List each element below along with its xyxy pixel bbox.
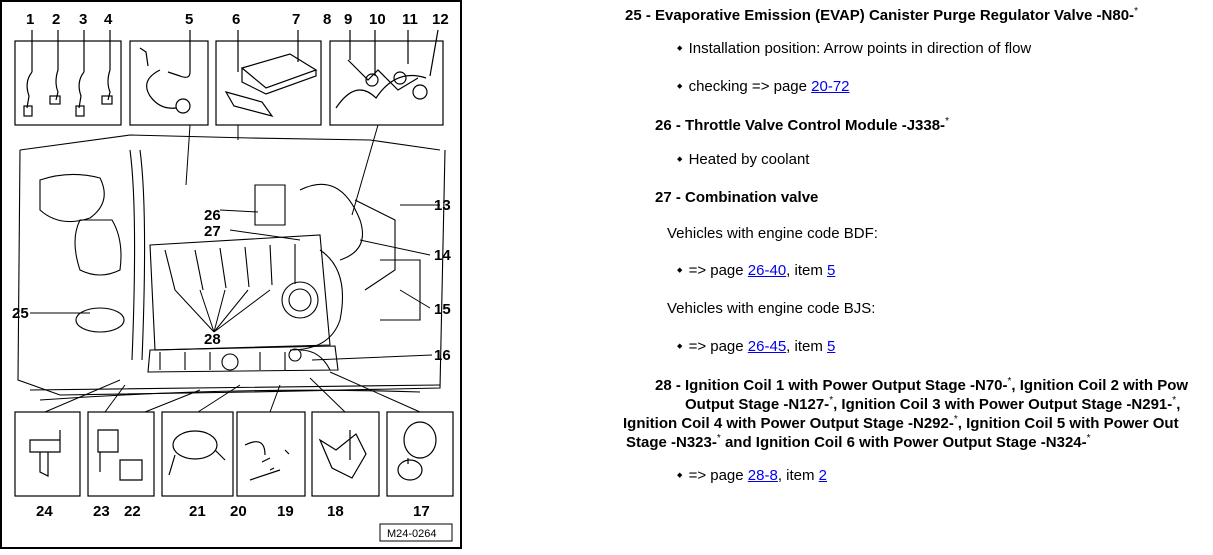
item-25-bullet-position xyxy=(677,40,1031,57)
bullet-text: => page xyxy=(688,467,748,484)
page-link-28-8[interactable]: 28-8 xyxy=(747,467,778,484)
part-label: 18 xyxy=(327,503,344,520)
page-link-20-72[interactable]: 20-72 xyxy=(811,78,850,95)
engine-code-bdf-label: Vehicles with engine code BDF: xyxy=(667,225,878,242)
item-28-heading-line-2 xyxy=(685,395,1180,413)
engine-component-diagram xyxy=(0,0,462,550)
part-label: 2 xyxy=(52,11,61,28)
part-label: 7 xyxy=(292,11,301,28)
part-label: 14 xyxy=(434,247,451,264)
item-26-title: 26 - Throttle Valve Control Module -J338- xyxy=(655,117,946,134)
heading-text: Ignition Coil 4 with Power Output Stage -N292- xyxy=(623,415,954,432)
part-label: 21 xyxy=(189,503,206,520)
part-label: 4 xyxy=(104,11,113,28)
bullet-text: => page xyxy=(688,262,748,279)
heading-text: Stage -N323- xyxy=(626,434,717,451)
part-label: 22 xyxy=(124,503,141,520)
page-link-26-45[interactable]: 26-45 xyxy=(747,338,787,355)
item-25-bullet-checking xyxy=(677,78,850,95)
footnote-mark: * xyxy=(1007,376,1012,387)
heading-text: Output Stage -N127- xyxy=(685,396,830,413)
bullet-text: => page xyxy=(688,338,748,355)
part-label: 12 xyxy=(432,11,449,28)
item-link-2[interactable]: 2 xyxy=(818,467,828,484)
item-28-bullet xyxy=(677,467,827,484)
item-link-5[interactable]: 5 xyxy=(827,262,836,279)
part-label: 20 xyxy=(230,503,247,520)
part-label: 9 xyxy=(344,11,353,28)
heading-text: and Ignition Coil 6 with Power Output Stage -N324- xyxy=(720,434,1087,451)
part-label: 26 xyxy=(204,207,221,224)
part-label: 17 xyxy=(413,503,430,520)
bullet-text: , item xyxy=(777,467,819,484)
part-label: 16 xyxy=(434,347,451,364)
footnote-mark: * xyxy=(829,395,834,406)
part-label: 6 xyxy=(232,11,241,28)
part-label: 25 xyxy=(12,305,29,322)
item-25-heading xyxy=(625,6,1138,24)
engine-code-bjs-label: Vehicles with engine code BJS: xyxy=(667,300,876,317)
heading-text: , xyxy=(1176,396,1181,413)
part-label: 27 xyxy=(204,223,221,240)
part-label: 15 xyxy=(434,301,451,318)
item-28-heading-line-4 xyxy=(626,433,1091,451)
item-27-bullet-bdf xyxy=(677,262,835,279)
item-27-bullet-bjs xyxy=(677,338,835,355)
part-label: 8 xyxy=(323,11,332,28)
part-label: 13 xyxy=(434,197,451,214)
part-label: 1 xyxy=(26,11,35,28)
part-label: 19 xyxy=(277,503,294,520)
bullet-text: , item xyxy=(786,262,828,279)
bullet-text: , item xyxy=(786,338,828,355)
footnote-mark: * xyxy=(953,414,958,425)
item-26-heading xyxy=(655,116,949,134)
figure-reference-code: M24-0264 xyxy=(387,528,437,540)
footnote-mark: * xyxy=(945,116,949,127)
heading-text: 28 - Ignition Coil 1 with Power Output Stage -N70- xyxy=(655,377,1008,394)
bullet-text: Heated by coolant xyxy=(688,151,810,168)
part-label: 5 xyxy=(185,11,194,28)
parts-description-list xyxy=(600,0,1213,555)
item-28-heading-line-1 xyxy=(655,376,1188,394)
footnote-mark: * xyxy=(716,433,721,444)
item-link-5[interactable]: 5 xyxy=(827,338,836,355)
footnote-mark: * xyxy=(1134,6,1138,17)
footnote-mark: * xyxy=(1172,395,1177,406)
bullet-text: checking => page xyxy=(688,78,812,95)
item-27-title: 27 - Combination valve xyxy=(655,189,819,206)
part-label: 24 xyxy=(36,503,53,520)
part-label: 23 xyxy=(93,503,110,520)
bullet-text: Installation position: Arrow points in direction of flow xyxy=(688,40,1032,57)
part-label: 10 xyxy=(369,11,386,28)
page-link-26-40[interactable]: 26-40 xyxy=(747,262,787,279)
heading-text: , Ignition Coil 3 with Power Output Stage -N291- xyxy=(833,396,1173,413)
item-25-title: 25 - Evaporative Emission (EVAP) Canister Purge Regulator Valve -N80- xyxy=(625,7,1135,24)
item-28-heading-line-3 xyxy=(623,414,1179,432)
heading-text: , Ignition Coil 5 with Power Out xyxy=(957,415,1179,432)
item-26-bullet xyxy=(677,151,809,168)
footnote-mark: * xyxy=(1086,433,1091,444)
heading-text: , Ignition Coil 2 with Pow xyxy=(1011,377,1189,394)
item-27-heading xyxy=(655,189,818,206)
part-label: 3 xyxy=(79,11,88,28)
part-label: 11 xyxy=(402,11,418,28)
part-label: 28 xyxy=(204,331,221,348)
